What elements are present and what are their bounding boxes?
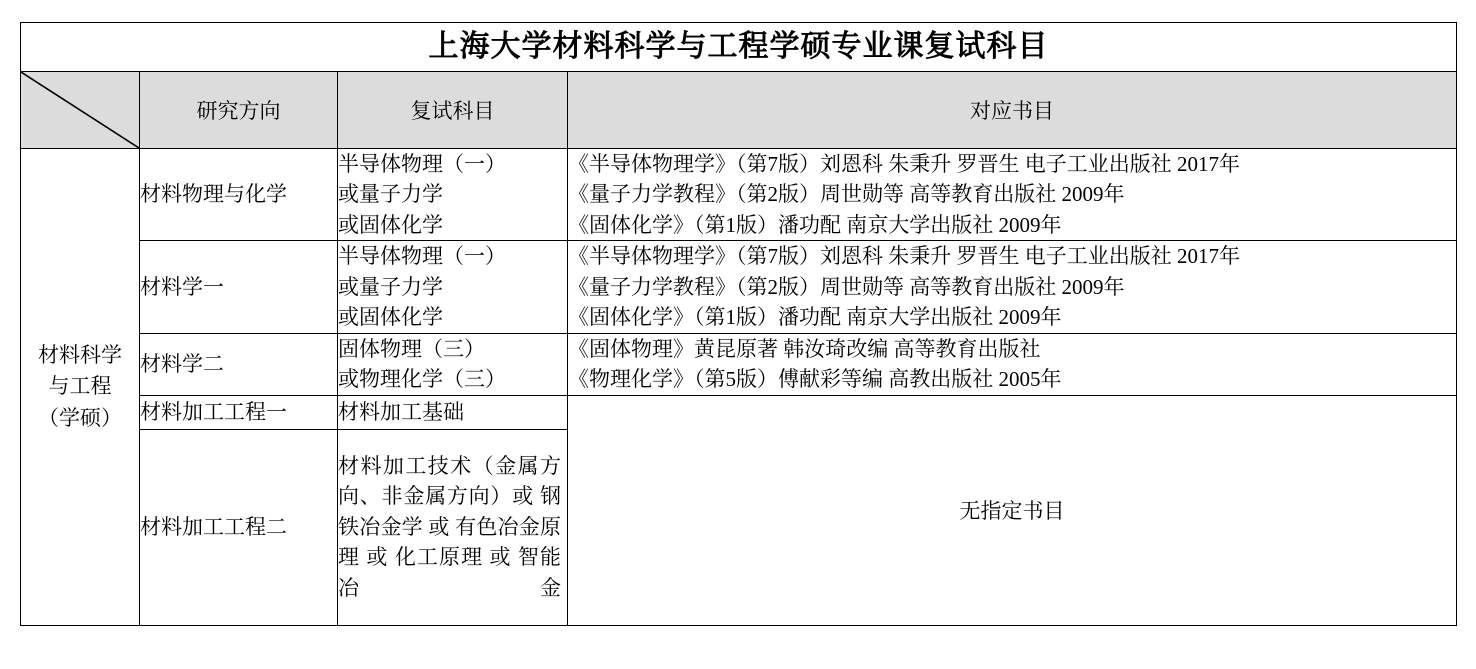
corner-diagonal-cell bbox=[21, 72, 140, 149]
book-line: 《量子力学教程》（第2版）周世勋等 高等教育出版社 2009年 bbox=[568, 274, 1125, 299]
subject-line: 半导体物理（一） bbox=[338, 152, 506, 176]
book-line: 《量子力学教程》（第2版）周世勋等 高等教育出版社 2009年 bbox=[568, 182, 1125, 207]
subject-cell bbox=[338, 241, 568, 333]
document-title: 上海大学材料科学与工程学硕专业课复试科目 bbox=[21, 23, 1457, 72]
subject-line: 半导体物理（一） bbox=[338, 244, 506, 269]
table-header-row bbox=[21, 72, 1457, 149]
book-line: 《物理化学》（第5版）傅献彩等编 高教出版社 2005年 bbox=[568, 367, 1062, 392]
subject-table bbox=[20, 22, 1457, 626]
header-books: 对应书目 bbox=[568, 72, 1457, 149]
book-line: 《固体化学》（第1版）潘功配 南京大学出版社 2009年 bbox=[568, 305, 1062, 330]
book-line: 《固体物理》黄昆原著 韩汝琦改编 高等教育出版社 bbox=[568, 336, 1041, 361]
direction-cell: 材料物理与化学 bbox=[140, 149, 338, 241]
direction-cell: 材料学二 bbox=[140, 333, 338, 395]
books-cell bbox=[568, 149, 1457, 241]
no-books-cell: 无指定书目 bbox=[568, 395, 1457, 625]
subject-cell: 材料加工基础 bbox=[338, 395, 568, 429]
books-cell bbox=[568, 333, 1457, 395]
book-line: 《半导体物理学》（第7版）刘恩科 朱秉升 罗晋生 电子工业出版社 2017年 bbox=[568, 244, 1240, 269]
subject-line: 或物理化学（三） bbox=[338, 367, 506, 392]
subject-cell bbox=[338, 333, 568, 395]
subject-cell: 材料加工技术（金属方向、非金属方向）或 钢铁冶金学 或 有色冶金原理 或 化工原理 或 智能冶金 bbox=[338, 429, 568, 625]
subject-cell bbox=[338, 149, 568, 241]
table-row bbox=[21, 149, 1457, 241]
subject-line: 或量子力学 bbox=[338, 182, 443, 207]
table-row bbox=[21, 241, 1457, 333]
table-row bbox=[21, 395, 1457, 429]
diagonal-line-icon bbox=[21, 72, 139, 148]
program-label-cell bbox=[21, 149, 140, 626]
header-direction: 研究方向 bbox=[140, 72, 338, 149]
program-label-line: 材料科学 bbox=[38, 342, 122, 367]
subject-line: 或固体化学 bbox=[338, 305, 443, 330]
program-label-line: 与工程 bbox=[48, 374, 112, 399]
direction-cell: 材料学一 bbox=[140, 241, 338, 333]
direction-cell: 材料加工工程一 bbox=[140, 395, 338, 429]
subject-line: 或固体化学 bbox=[338, 212, 443, 237]
table-row bbox=[21, 333, 1457, 395]
program-label-line: （学硕） bbox=[38, 405, 122, 430]
header-subject: 复试科目 bbox=[338, 72, 568, 149]
book-line: 《半导体物理学》（第7版）刘恩科 朱秉升 罗晋生 电子工业出版社 2017年 bbox=[568, 152, 1240, 176]
book-line: 《固体化学》（第1版）潘功配 南京大学出版社 2009年 bbox=[568, 212, 1062, 237]
subject-line: 固体物理（三） bbox=[338, 336, 485, 361]
table-title-row bbox=[21, 23, 1457, 72]
direction-cell: 材料加工工程二 bbox=[140, 429, 338, 625]
books-cell bbox=[568, 241, 1457, 333]
subject-line: 或量子力学 bbox=[338, 274, 443, 299]
